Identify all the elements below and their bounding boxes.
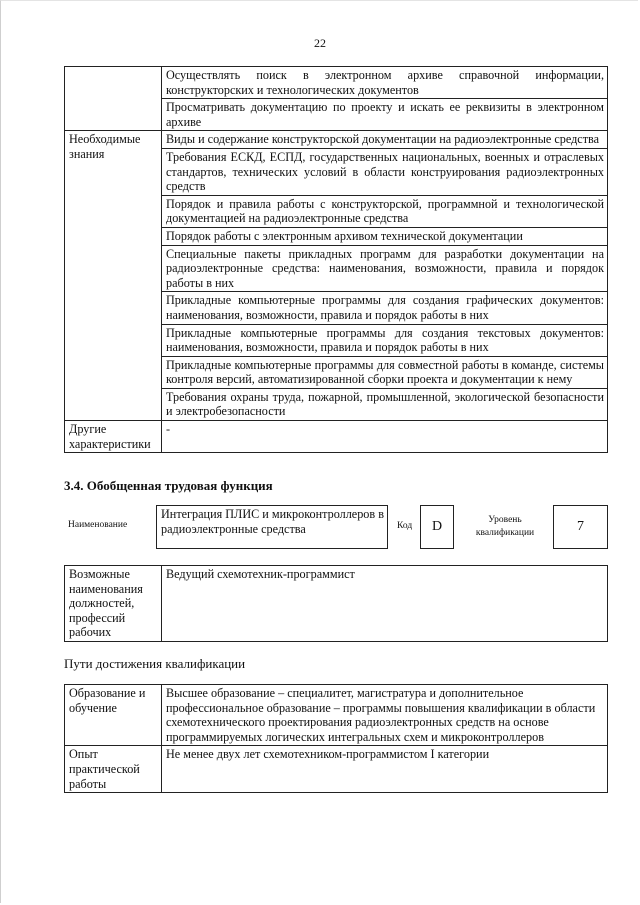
gf-name-value: Интеграция ПЛИС и микроконтроллеров в радиоэлектронные средства: [156, 505, 388, 549]
table-row: [65, 131, 608, 149]
experience-text: Не менее двух лет схемотехником-программистом I категории: [162, 746, 608, 793]
knowledge-table: [64, 66, 608, 453]
row-text: Прикладные компьютерные программы для совместной работы в команде, системы контроля версий, автоматизированной сборки проекта и документации к нему: [162, 356, 608, 388]
row-label-required-knowledge: Необходимые знания: [65, 131, 162, 421]
gf-name-label: Наименование: [68, 520, 128, 530]
row-text: Специальные пакеты прикладных программ для разработки документации на радиоэлектронные средства: наименования, возможности, правила и порядок работы в них: [162, 245, 608, 292]
table-row: [65, 746, 608, 793]
positions-value: Ведущий схемотехник-программист: [162, 566, 608, 642]
table-row: [65, 421, 608, 453]
gf-code-label: Код: [397, 521, 413, 531]
row-text: Осуществлять поиск в электронном архиве справочной информации, конструкторских и технологических документов: [162, 67, 608, 99]
gf-code-value: D: [420, 505, 454, 549]
row-text: -: [162, 421, 608, 453]
row-text: Требования охраны труда, пожарной, промышленной, экологической безопасности и электробезопасности: [162, 388, 608, 420]
paths-title: Пути достижения квалификации: [64, 656, 246, 671]
education-label: Образование и обучение: [65, 685, 162, 746]
row-label-other-characteristics: Другие характеристики: [65, 421, 162, 453]
gf-level-label: Уровень квалификации: [475, 515, 535, 538]
experience-label: Опыт практической работы: [65, 746, 162, 793]
section-heading: 3.4. Обобщенная трудовая функция: [64, 478, 273, 493]
gf-level-value: 7: [553, 505, 608, 549]
row-text: Виды и содержание конструкторской документации на радиоэлектронные средства: [162, 131, 608, 149]
positions-label: Возможные наименования должностей, профессий рабочих: [65, 566, 162, 642]
row-text: Порядок работы с электронным архивом технической документации: [162, 227, 608, 245]
row-text: Порядок и правила работы с конструкторской, программной и технологической документацией на радиоэлектронные средства: [162, 195, 608, 227]
table-row: [65, 67, 608, 99]
table-row: [65, 566, 608, 642]
education-text: Высшее образование – специалитет, магистратура и дополнительное профессиональное образование – программы повышения квалификации в области схемотехнического проектирования радиоэлектронных средств на основе программируемых логических интегральных схем и микроконтроллеров: [162, 685, 608, 746]
table-row: [65, 685, 608, 746]
row-text: Просматривать документацию по проекту и искать ее реквизиты в электронном архиве: [162, 99, 608, 131]
row-label: [65, 67, 162, 131]
row-text: Требования ЕСКД, ЕСПД, государственных национальных, военных и отраслевых стандартов, технических условий в области конструирования радиоэлектронных средств: [162, 148, 608, 195]
positions-table: [64, 565, 608, 642]
row-text: Прикладные компьютерные программы для создания текстовых документов: наименования, возможности, правила и порядок работы в них: [162, 324, 608, 356]
paths-table: [64, 684, 608, 793]
row-text: Прикладные компьютерные программы для создания графических документов: наименования, возможности, правила и порядок работы в них: [162, 292, 608, 324]
page-number: 22: [314, 36, 326, 50]
